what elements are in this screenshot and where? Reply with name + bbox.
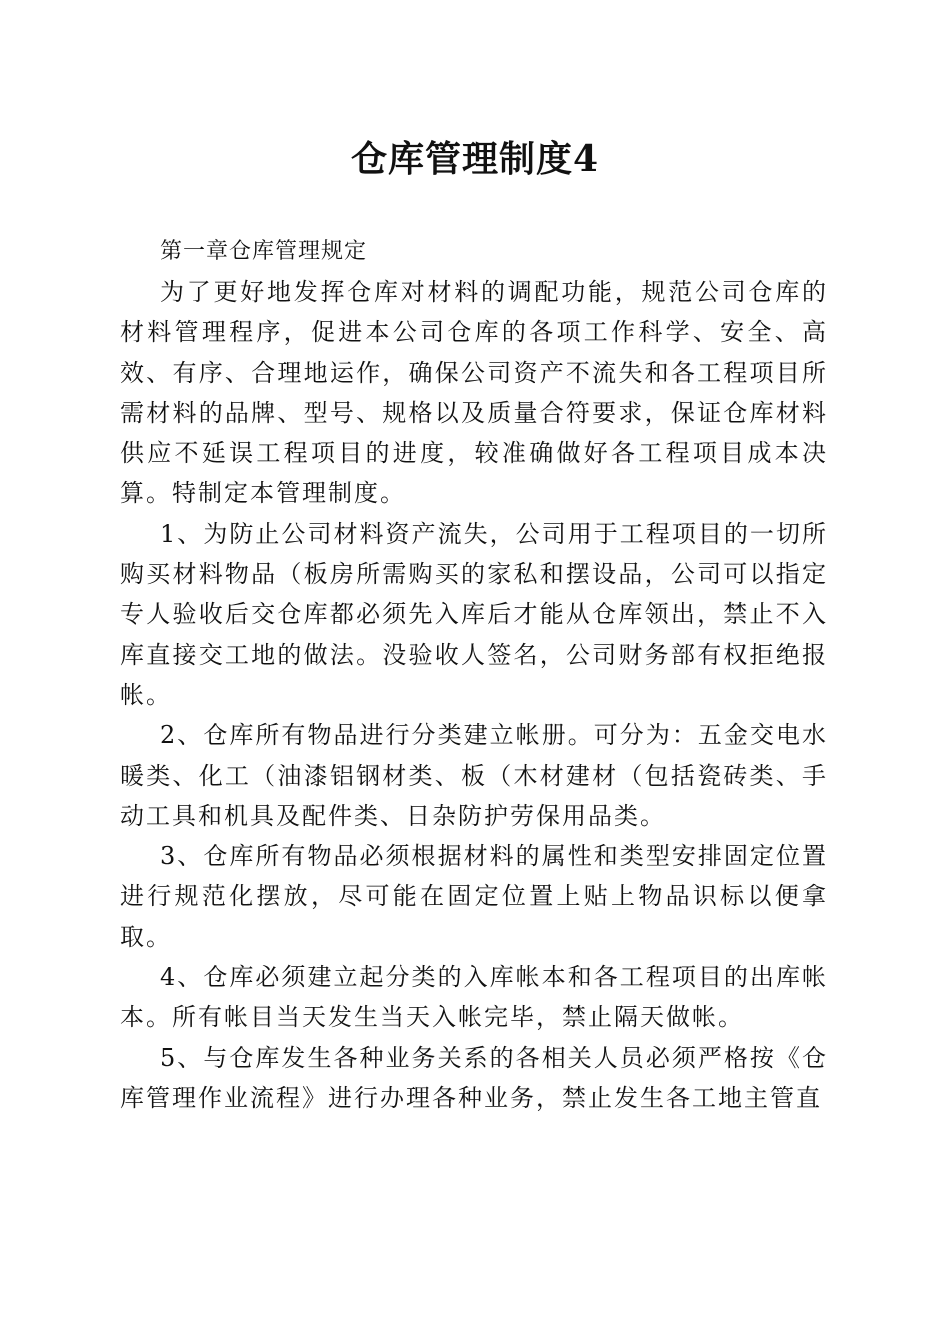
rule-1-paragraph: 1、为防止公司材料资产流失，公司用于工程项目的一切所购买材料物品（板房所需购买的家私和摆设品，公司可以指定专人验收后交仓库都必须先入库后才能从仓库领出，禁止不入库直接交工地的做法。没验收人签名，公司财务部有权拒绝报帐。 <box>120 519 828 709</box>
document-body <box>120 232 828 1118</box>
rule-3-paragraph: 3、仓库所有物品必须根据材料的属性和类型安排固定位置进行规范化摆放，尽可能在固定位置上贴上物品识标以便拿取。 <box>120 842 828 951</box>
chapter-heading: 第一章仓库管理规定 <box>160 239 368 264</box>
rule-5-paragraph: 5、与仓库发生各种业务关系的各相关人员必须严格按《仓库管理作业流程》进行办理各种业务，禁止发生各工地主管直 <box>120 1043 828 1112</box>
document-title: 仓库管理制度4 <box>350 138 600 180</box>
rule-2-paragraph: 2、仓库所有物品进行分类建立帐册。可分为：五金交电水暖类、化工（油漆铝钢材类、板（木材建材（包括瓷砖类、手动工具和机具及配件类、日杂防护劳保用品类。 <box>120 721 828 830</box>
rule-4-paragraph: 4、仓库必须建立起分类的入库帐本和各工程项目的出库帐本。所有帐目当天发生当天入帐完毕，禁止隔天做帐。 <box>120 963 828 1032</box>
intro-paragraph: 为了更好地发挥仓库对材料的调配功能，规范公司仓库的材料管理程序，促进本公司仓库的各项工作科学、安全、高效、有序、合理地运作，确保公司资产不流失和各工程项目所需材料的品牌、型号、规格以及质量合符要求，保证仓库材料供应不延误工程项目的进度，较准确做好各工程项目成本决算。特制定本管理制度。 <box>120 278 828 508</box>
